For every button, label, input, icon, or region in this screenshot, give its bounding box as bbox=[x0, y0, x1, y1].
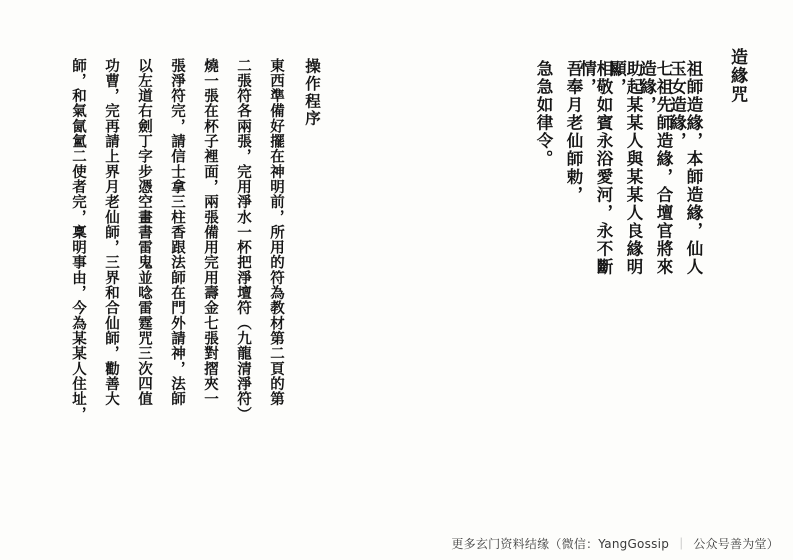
footer-watermark bbox=[451, 535, 779, 552]
body-column-4: 張淨符完，請信士拿三柱香跟法師在門外請神，法師 bbox=[169, 58, 186, 407]
spell-line-6: 急急如律令。 bbox=[534, 60, 553, 168]
body-column-1: 東西準備好擺在神明前，所用的符為教材第二頁的第 bbox=[268, 58, 285, 407]
spell-line-1: 祖師造緣，本師造緣，仙人玉女造緣， bbox=[667, 60, 703, 276]
spell-line-4: 相敬如賓永浴愛河，永不斷情， bbox=[577, 60, 613, 276]
body-column-7: 師，和氣氤氳二使者完，稟明事由，今為某某人住址， bbox=[70, 58, 87, 422]
section-heading: 操作程序 bbox=[303, 58, 322, 128]
spell-line-5: 吾奉月老仙師勅， bbox=[564, 60, 583, 204]
footer-text-right: 公众号善为堂） bbox=[693, 537, 779, 551]
body-column-2: 二張符各兩張，完用淨水一杯把淨壇符（九龍清淨符） bbox=[235, 58, 252, 422]
spell-line-2: 七祖先師造緣，合壇官將來造緣， bbox=[637, 60, 673, 276]
body-column-3: 燒一張在杯子裡面，兩張備用完用壽金七張對摺夾一 bbox=[202, 58, 219, 407]
page-title: 造緣咒 bbox=[727, 48, 747, 105]
body-column-6: 功曹，完再請上界月老仙師，三界和合仙師，勸善大 bbox=[103, 58, 120, 407]
spell-line-3: 助起某某人與某某人良緣明顯， bbox=[607, 60, 643, 276]
body-column-5: 以左道右劍丁字步憑空畫書雷鬼並唸雷霆咒三次四值 bbox=[136, 58, 153, 407]
footer-separator: ｜ bbox=[675, 537, 688, 551]
footer-text-left: 更多玄门资料结缘（微信：YangGossip bbox=[451, 537, 670, 551]
